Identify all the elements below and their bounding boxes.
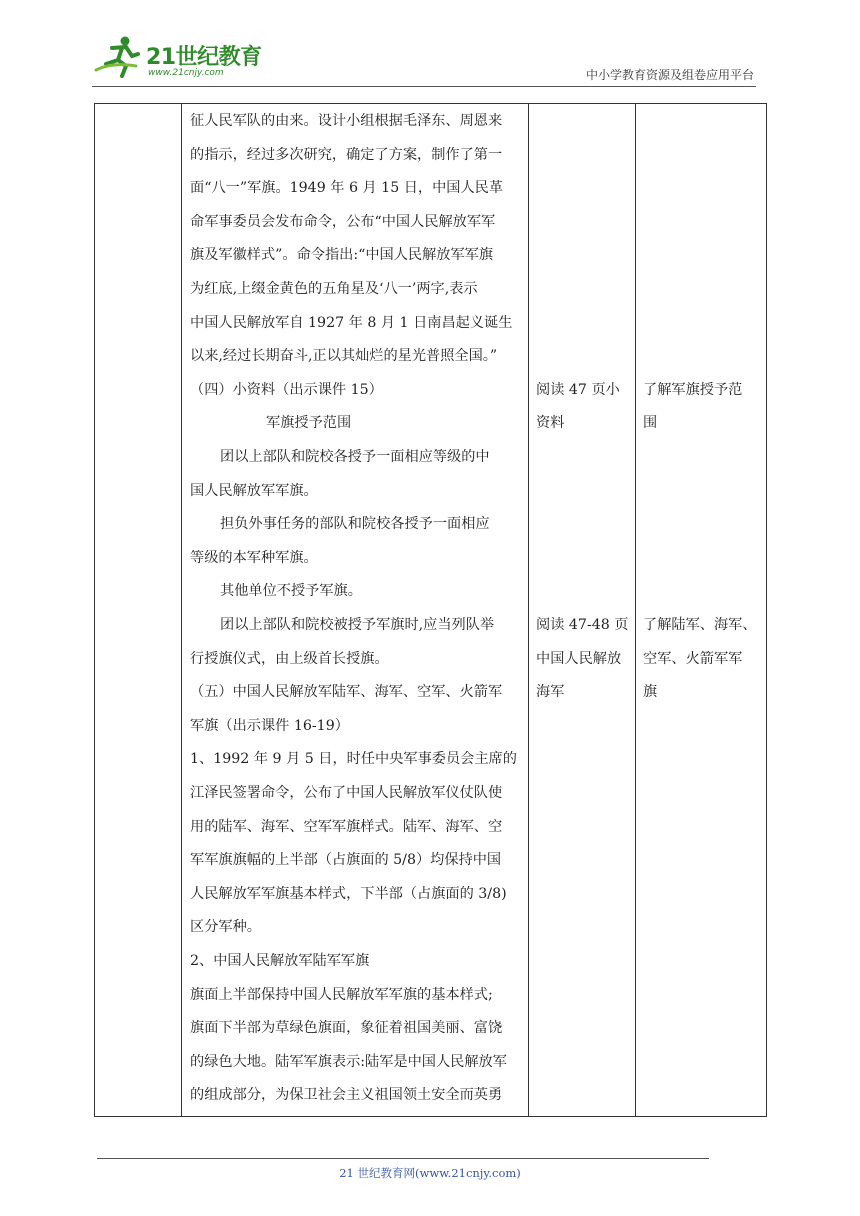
text-line: 用的陆军、海军、空军军旗样式。陆军、海军、空: [190, 818, 503, 835]
text-line: 空军、火箭军军: [643, 650, 743, 667]
footer-link[interactable]: 21 世纪教育网(www.21cnjy.com): [339, 1166, 521, 1180]
text-line: 国人民解放军军旗。: [190, 482, 318, 499]
text-line: 中国人民解放: [536, 650, 622, 667]
teaching-content-cell: [182, 104, 529, 1117]
page-header: [92, 30, 756, 88]
text-line: 担负外事任务的部队和院校各授予一面相应: [220, 516, 490, 533]
text-line: 为红底,上缀金黄色的五角星及‘八一’两字,表示: [190, 281, 478, 297]
text-line: 区分军种。: [190, 919, 261, 936]
text-line: （五）中国人民解放军陆军、海军、空军、火箭军: [190, 684, 503, 701]
text-line: 旗及军徽样式”。命令指出:“中国人民解放军军旗: [190, 247, 494, 264]
text-line: 了解陆军、海军、: [643, 617, 757, 633]
text-line: 的绿色大地。陆军军旗表示:陆军是中国人民解放军: [190, 1053, 507, 1070]
text-line: 阅读 47-48 页: [536, 617, 629, 633]
text-line: 1、1992 年 9 月 5 日，时任中央军事委员会主席的: [190, 751, 517, 768]
text-line: 2、中国人民解放军陆军军旗: [190, 953, 370, 969]
text-line: 围: [643, 415, 658, 432]
text-line: 其他单位不授予军旗。: [220, 583, 362, 600]
text-line: 了解军旗授予范: [643, 381, 743, 398]
runner-logo-icon: [92, 34, 144, 78]
header-divider: [92, 86, 756, 87]
text-line: 以来,经过长期奋斗,正以其灿烂的星光普照全国。”: [190, 348, 498, 365]
student-activity-cell: [529, 104, 636, 1117]
footer-divider: [97, 1158, 709, 1159]
text-line: 旗: [643, 684, 658, 701]
platform-title: 中小学教育资源及组卷应用平台: [585, 68, 754, 82]
text-line: 团以上部队和院校被授予军旗时,应当列队举: [220, 617, 495, 633]
text-line: 旗面上半部保持中国人民解放军军旗的基本样式;: [190, 986, 493, 1003]
text-line: 征人民军队的由来。设计小组根据毛泽东、周恩来: [190, 113, 503, 129]
text-line: 团以上部队和院校各授予一面相应等级的中: [220, 449, 490, 465]
text-line: 军旗授予范围: [266, 415, 352, 432]
text-line: 的组成部分，为保卫社会主义祖国领土安全而英勇: [190, 1087, 503, 1104]
lesson-table: [94, 103, 767, 1117]
table-cell-empty: [95, 104, 182, 1117]
text-line: 命军事委员会发布命令，公布“中国人民解放军军: [190, 213, 496, 230]
text-line: （四）小资料（出示课件 15）: [190, 381, 383, 398]
logo-url: www.21cnjy.com: [148, 68, 224, 78]
text-line: 海军: [536, 684, 565, 701]
text-line: 资料: [536, 415, 565, 432]
text-line: 中国人民解放军自 1927 年 8 月 1 日南昌起义诞生: [190, 314, 513, 331]
text-line: 等级的本军种军旗。: [190, 549, 318, 566]
text-line: 军旗（出示课件 16-19）: [190, 717, 349, 734]
text-line: 面“八一”军旗。1949 年 6 月 15 日，中国人民革: [190, 180, 504, 197]
site-logo[interactable]: [92, 34, 262, 78]
text-line: 江泽民签署命令，公布了中国人民解放军仪仗队使: [190, 785, 503, 801]
text-line: 人民解放军军旗基本样式，下半部（占旗面的 3/8): [190, 885, 507, 902]
text-line: 的指示，经过多次研究，确定了方案，制作了第一: [190, 146, 503, 163]
design-intent-cell: [636, 104, 767, 1117]
logo-text: 21世纪教育: [146, 45, 262, 70]
text-line: 军军旗旗幅的上半部（占旗面的 5/8）均保持中国: [190, 852, 502, 869]
text-line: 行授旗仪式，由上级首长授旗。: [190, 650, 389, 667]
text-line: 旗面下半部为草绿色旗面，象征着祖国美丽、富饶: [190, 1020, 503, 1037]
text-line: 阅读 47 页小: [536, 381, 620, 398]
